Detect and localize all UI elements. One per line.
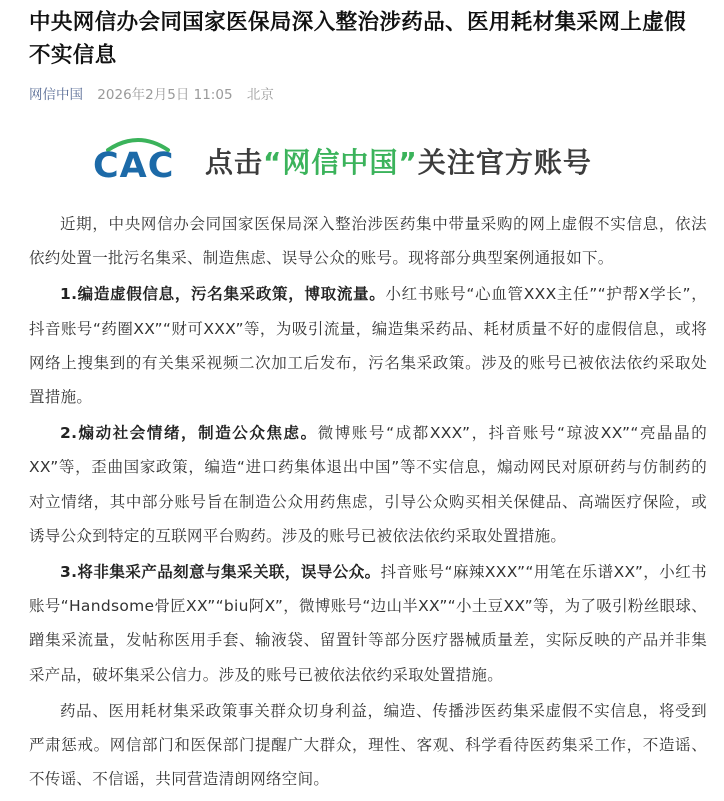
article-title: 中央网信办会同国家医保局深入整治涉药品、医用耗材集采网上虚假不实信息: [29, 10, 687, 68]
publish-time: 2026年2月5日 11:05: [97, 87, 233, 103]
banner-account: “网信中国”: [263, 146, 418, 179]
banner-slogan: [205, 146, 592, 179]
paragraph-lead: 3.将非集采产品刻意与集采关联，误导公众。: [60, 563, 381, 582]
paragraph-text: 小红书账号“心血管XXX主任”“护帮X学长”，抖音账号“药圈XX”“财可XXX”等，为吸引流量，编造集采药品、耗材质量不好的虚假信息，或将网络上搜集到的有关集采视频二次加工后发布，污名集采政策。涉及的账号已被依法依约采取处置措施。: [29, 285, 707, 407]
paragraph-case-3: [29, 555, 707, 692]
paragraph-conclusion: [29, 694, 707, 797]
paragraph-case-2: [29, 416, 707, 553]
article-meta: [29, 86, 707, 104]
paragraph-lead: 2.煽动社会情绪，制造公众焦虑。: [60, 424, 318, 443]
paragraph-text: 微博账号“成都XXX”，抖音账号“琼波XX”“亮晶晶的XX”等，歪曲国家政策，编造“进口药集体退出中国”等不实信息，煽动网民对原研药与仿制药的对立情绪，其中部分账号旨在制造公众用药焦虑，引导公众购买相关保健品、高端医疗保险，或诱导公众到特定的互联网平台购药。涉及的账号已被依法依约采取处置措施。: [29, 424, 707, 545]
paragraph-text: 药品、医用耗材集采政策事关群众切身利益，编造、传播涉医药集采虚假不实信息，将受到严肃惩戒。网信部门和医保部门提醒广大群众，理性、客观、科学看待医药集采工作，不造谣、不传谣、不信谣，共同营造清朗网络空间。: [29, 701, 707, 789]
publish-location: 北京: [246, 87, 274, 103]
paragraph-text: 抖音账号“麻辣XXX”“用笔在乐谱XX”，小红书账号“Handsome骨匠XX”“biu阿X”，微博账号“边山半XX”“小土豆XX”等，为了吸引粉丝眼球、蹭集采流量，发帖称医用手套、输液袋、留置针等部分医疗器械质量差，实际反映的产品并非集采产品，破坏集采公信力。涉及的账号已被依法依约采取处置措施。: [29, 563, 707, 684]
article-body: [29, 207, 707, 796]
paragraph-lead: 1.编造虚假信息，污名集采政策，博取流量。: [60, 285, 386, 304]
banner-suffix: 关注官方账号: [417, 146, 592, 179]
paragraph-text: 近期，中央网信办会同国家医保局深入整治涉医药集中带量采购的网上虚假不实信息，依法依约处置一批污名集采、制造焦虑、误导公众的账号。现将部分典型案例通报如下。: [29, 215, 707, 268]
cac-logo-text: CAC: [93, 146, 175, 186]
article-page: [0, 6, 724, 801]
follow-account-banner[interactable]: [29, 126, 707, 188]
banner-graphic[interactable]: [88, 126, 648, 188]
paragraph-case-1: [29, 277, 707, 414]
banner-prefix: 点击: [205, 146, 264, 179]
source-account-link[interactable]: 网信中国: [29, 87, 83, 103]
paragraph-intro: [29, 207, 707, 275]
